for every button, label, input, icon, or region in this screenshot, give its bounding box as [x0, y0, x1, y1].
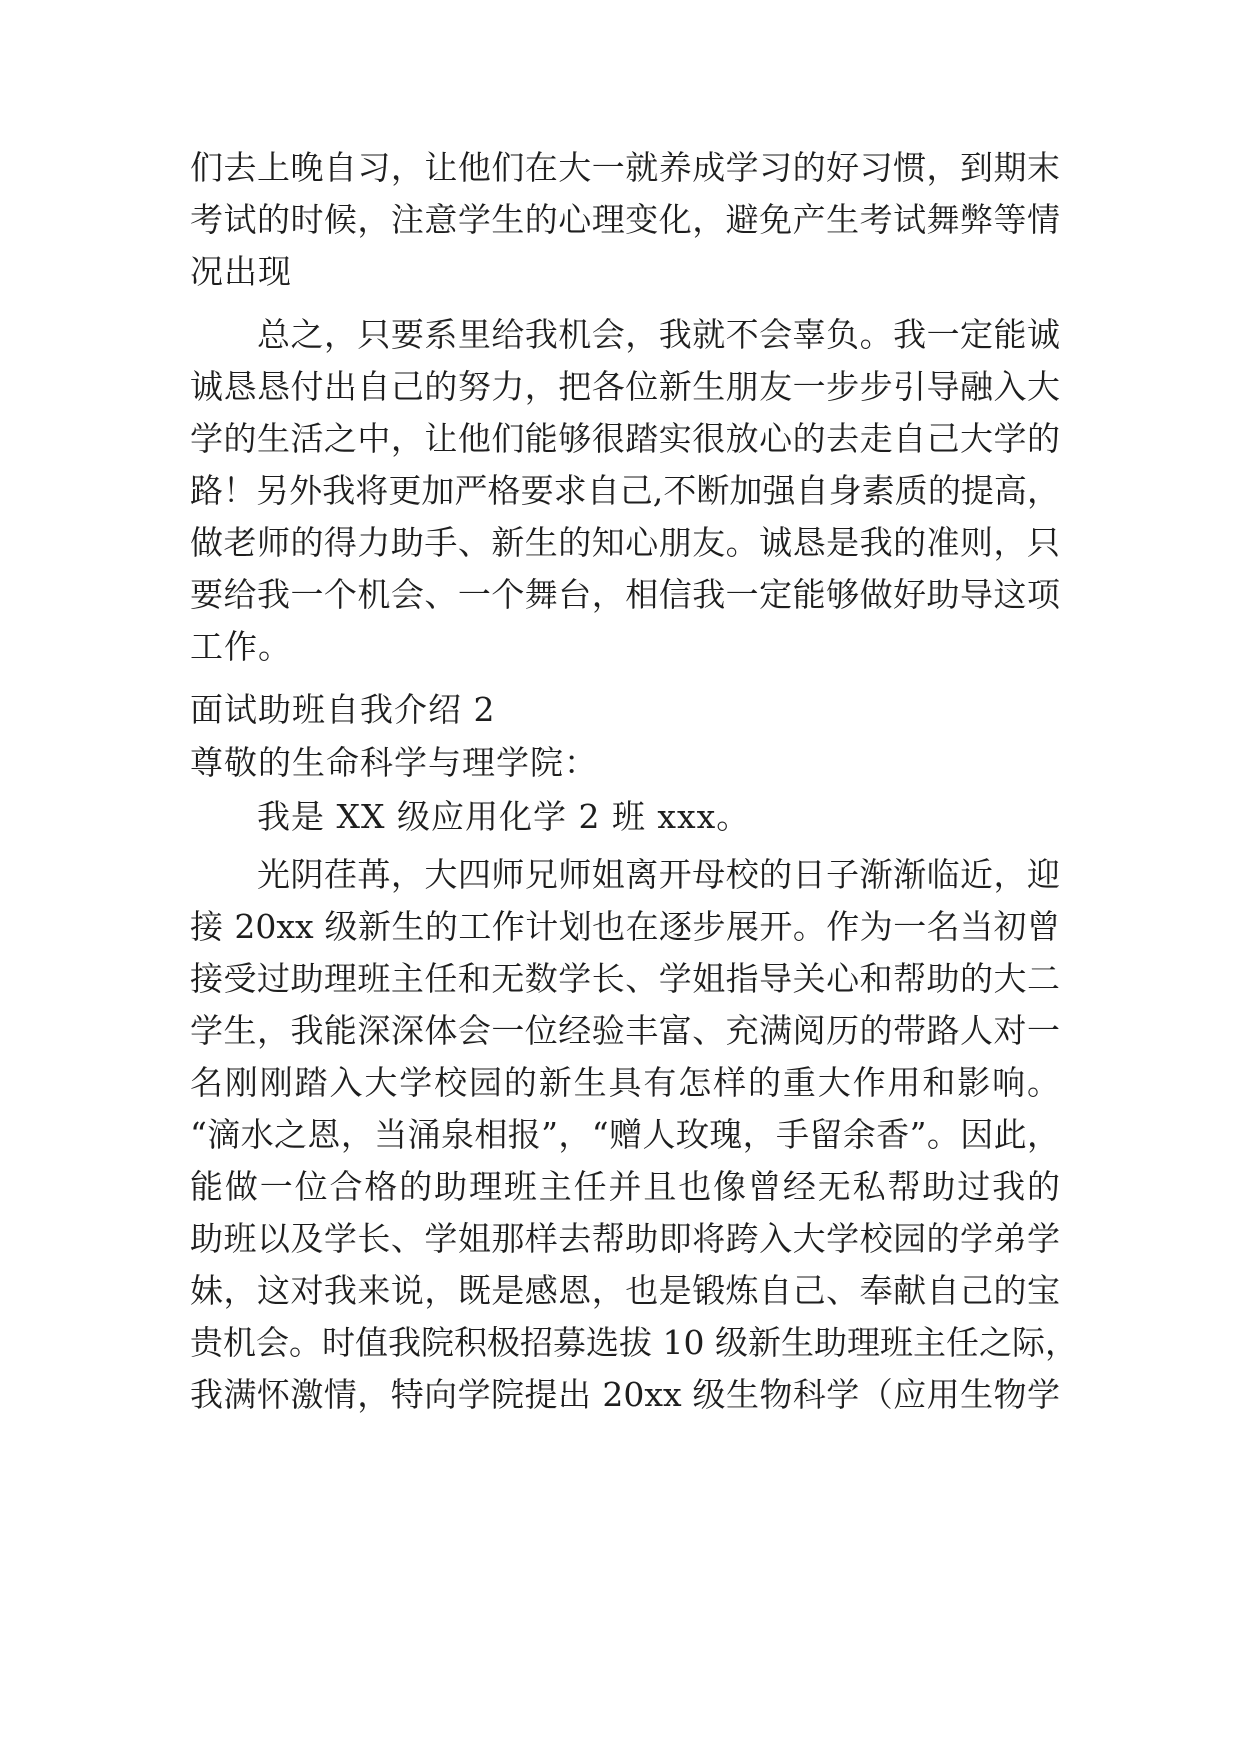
text-line: 妹，这对我来说，既是感恩，也是锻炼自己、奉献自己的宝	[190, 1271, 1060, 1310]
text-line: “滴水之恩，当涌泉相报”，“赠人玫瑰，手留余香”。因此，	[190, 1115, 1060, 1154]
text-line: 况出现	[190, 252, 292, 291]
text-line: 考试的时候，注意学生的心理变化，避免产生考试舞弊等情	[190, 200, 1060, 239]
salutation: 尊敬的生命科学与理学院：	[190, 743, 598, 782]
text-line: 做老师的得力助手、新生的知心朋友。诚恳是我的准则，只	[190, 523, 1060, 562]
text-line: 工作。	[190, 627, 292, 666]
paragraph-first-line: 我是 XX 级应用化学 2 班 xxx。	[257, 797, 751, 836]
text-line: 们去上晚自习，让他们在大一就养成学习的好习惯，到期末	[190, 148, 1060, 187]
paragraph-first-line: 总之，只要系里给我机会，我就不会辜负。我一定能诚	[257, 315, 1060, 354]
text-line: 能做一位合格的助理班主任并且也像曾经无私帮助过我的	[190, 1167, 1060, 1206]
text-line: 助班以及学长、学姐那样去帮助即将跨入大学校园的学弟学	[190, 1219, 1060, 1258]
paragraph-first-line: 光阴荏苒，大四师兄师姐离开母校的日子渐渐临近，迎	[257, 855, 1060, 894]
text-line: 学的生活之中，让他们能够很踏实很放心的去走自己大学的	[190, 419, 1060, 458]
text-line: 接 20xx 级新生的工作计划也在逐步展开。作为一名当初曾	[190, 907, 1060, 946]
text-line: 我满怀激情，特向学院提出 20xx 级生物科学（应用生物学	[190, 1375, 1060, 1414]
text-line: 诚恳恳付出自己的努力，把各位新生朋友一步步引导融入大	[190, 367, 1060, 406]
text-line: 名刚刚踏入大学校园的新生具有怎样的重大作用和影响。	[190, 1063, 1060, 1102]
text-line: 学生，我能深深体会一位经验丰富、充满阅历的带路人对一	[190, 1011, 1060, 1050]
text-line: 接受过助理班主任和无数学长、学姐指导关心和帮助的大二	[190, 959, 1060, 998]
text-line: 要给我一个机会、一个舞台，相信我一定能够做好助导这项	[190, 575, 1060, 614]
text-line: 贵机会。时值我院积极招募选拔 10 级新生助理班主任之际，	[190, 1323, 1078, 1362]
text-line: 路！另外我将更加严格要求自己,不断加强自身素质的提高，	[190, 471, 1060, 510]
section-title: 面试助班自我介绍 2	[190, 690, 496, 729]
